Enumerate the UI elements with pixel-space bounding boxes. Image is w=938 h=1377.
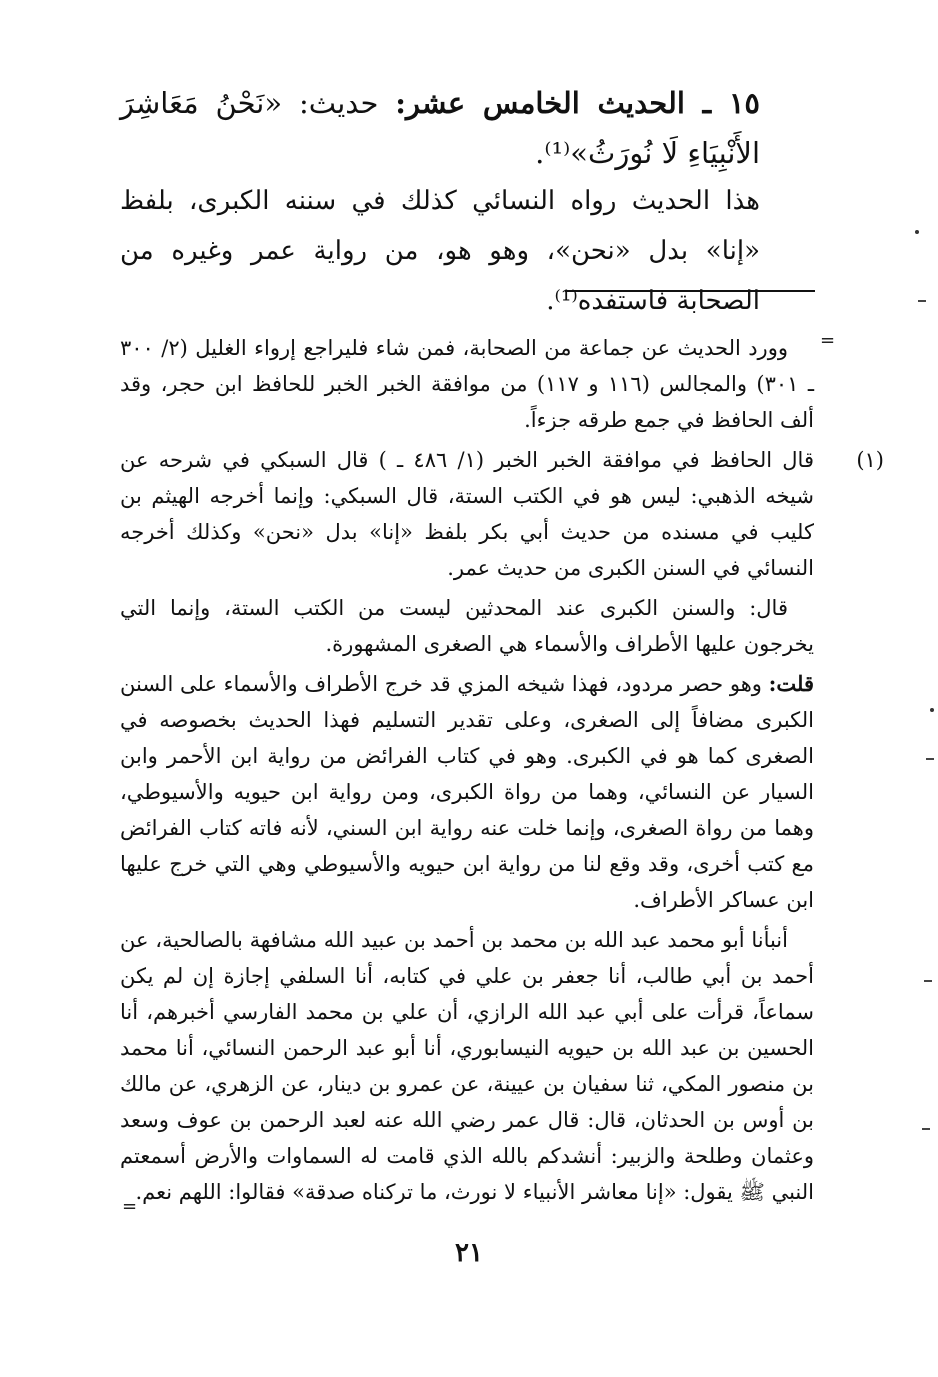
- scan-speck: [924, 980, 932, 982]
- footnote-separator: [565, 290, 815, 292]
- footnote-continuation: وورد الحديث عن جماعة من الصحابة، فمن شاء فليراجع إرواء الغليل (٢/ ٣٠٠ ـ ٣٠١) والمجالس (١١٦ و ١١٧) من موافقة الخبر الخبر للحافظ ابن حجر، وقد ألف الحافظ في جمع طرقه جزءاً.: [120, 336, 814, 432]
- footnote-end-marker: =: [122, 1196, 138, 1217]
- body-text: هذا الحديث رواه النسائي كذلك في سننه الكبرى، بلفظ «إنا» بدل «نحن»، وهو هو، من رواية عمر وغيره من الصحابة فاستفده⁽¹⁾.: [120, 186, 760, 316]
- footnote-1: [120, 442, 884, 1210]
- body-paragraph: [120, 176, 760, 326]
- hadith-heading: [120, 78, 760, 178]
- footnote-1-para-3: [120, 666, 814, 918]
- footnote-number: (١): [856, 448, 884, 472]
- scan-speck: [930, 708, 934, 712]
- scan-speck: [915, 230, 919, 234]
- scan-speck: [918, 300, 926, 302]
- page-number: ٢١: [455, 1238, 483, 1268]
- footnote-1-para-1: قال الحافظ في موافقة الخبر الخبر (١/ ٤٨٦ ـ ) قال السبكي في شرحه عن شيخه الذهبي: ليس هو في الكتب الستة، قال السبكي: وإنما أخرجه الهيثم بن كليب في مسنده من حديث أبي بكر بلفظ «إنا» بدل «نحن» وكذلك أخرجه النسائي في السنن الكبرى من حديث عمر.: [120, 448, 814, 580]
- heading-text: حديث: «نَحْنُ مَعَاشِرَ الأَنْبِيَاءِ لَا نُورَثُ»⁽¹⁾.: [120, 86, 760, 170]
- footnote-1-para-3-text: وهو حصر مردود، فهذا شيخه المزي قد خرج الأطراف والأسماء على السنن الكبرى مضافاً إلى الصغرى، وعلى تقدير التسليم فهذا الحديث بخصوصه في الصغرى كما هو في الكبرى. وهو في كتاب الفرائض من رواية ابن الأحمر وابن السيار عن النسائي، وهما من رواة الكبرى، ومن رواية ابن حيويه والأسيوطي، وهما من رواة الصغرى، وإنما خلت عنه رواية ابن السني، لأنه فاته كتاب الفرائض مع كتب أخرى، وقد وقع لنا من رواية ابن حيويه والأسيوطي وهي التي خرج عليها ابن عساكر الأطراف.: [120, 672, 814, 912]
- scan-speck: [922, 1128, 930, 1130]
- qult-label: قلت:: [768, 671, 814, 696]
- footnote-1-para-2: قال: والسنن الكبرى عند المحدثين ليست من الكتب الستة، وإنما التي يخرجون عليها الأطراف والأسماء هي الصغرى المشهورة.: [120, 596, 814, 656]
- heading-lead: ١٥ ـ الحديث الخامس عشر:: [395, 86, 761, 120]
- continuation-marker: =: [820, 330, 836, 351]
- footnotes: [120, 330, 884, 1214]
- footnote-1-para-4: أنبأنا أبو محمد عبد الله بن محمد بن أحمد بن عبيد الله مشافهة بالصالحية، عن أحمد بن أبي طالب، أنا جعفر بن علي في كتابه، أنا السلفي إجازة إن لم يكن سماعاً، قرأت على أبي عبد الله الرازي، أن علي بن محمد الفارسي أخبرهم، أنا الحسين بن عبد الله بن حيويه النيسابوري، أنا أبو عبد الرحمن النسائي، أنا محمد بن منصور المكي، ثنا سفيان بن عيينة، عن عمرو بن دينار، عن الزهري، عن مالك بن أوس بن الحدثان، قال: قال عمر رضي الله عنه لعبد الرحمن بن عوف وسعد وعثمان وطلحة والزبير: أنشدكم بالله الذي قامت له السماوات والأرض أسمعتم النبي ﷺ يقول: «إنا معاشر الأنبياء لا نورث، ما تركناه صدقة» فقالوا: اللهم نعم.: [120, 928, 814, 1204]
- scan-speck: [926, 758, 934, 760]
